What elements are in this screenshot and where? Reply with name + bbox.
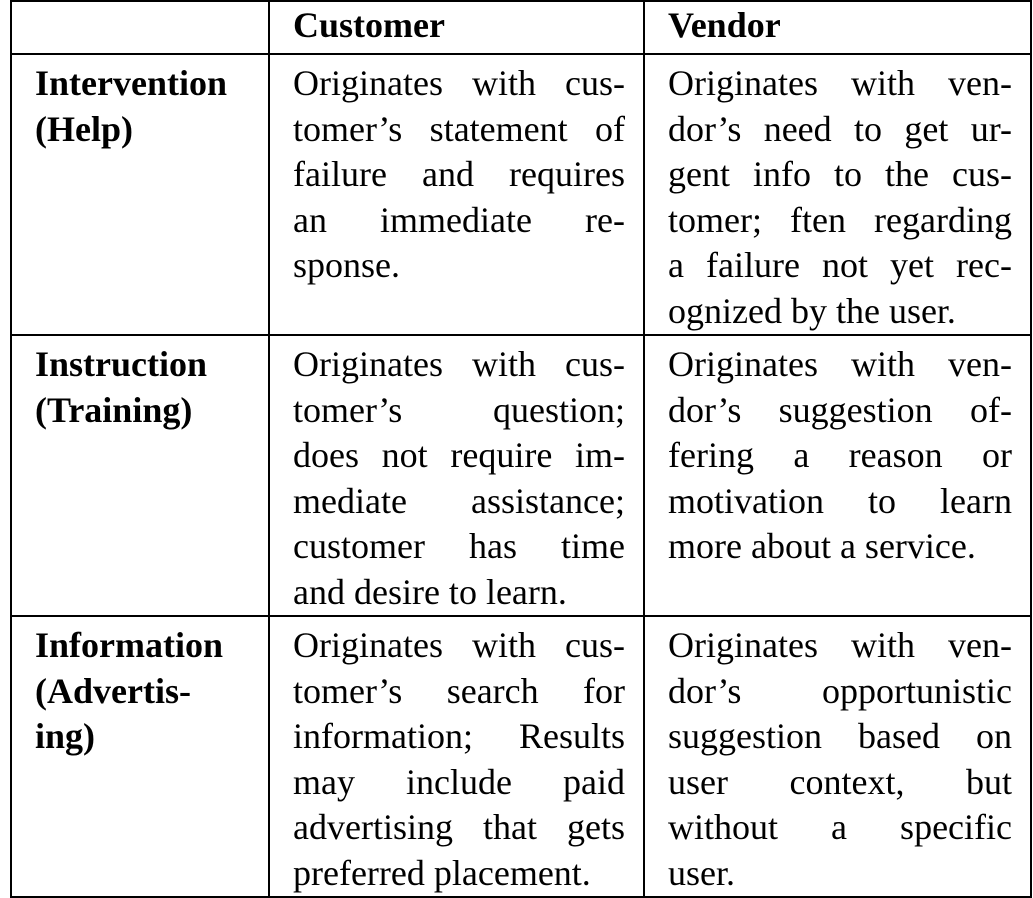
table-row-intervention: [11, 54, 1031, 335]
row-header-line: (Help): [35, 108, 133, 149]
cell-information-customer: [269, 616, 644, 897]
header-cell-customer: Customer: [269, 1, 644, 54]
cell-line: tomer; ften regarding: [668, 199, 1012, 240]
cell-line: Originates with ven-: [668, 625, 1012, 665]
row-header-instruction: [11, 335, 269, 616]
cell-line: dor’s need to get ur-: [668, 108, 1012, 149]
cell-line: user.: [668, 852, 735, 893]
cell-line: motivation to learn: [668, 480, 1012, 521]
cell-line: user context, but: [668, 761, 1012, 802]
table-row-instruction: [11, 335, 1031, 616]
table-header-row: [11, 1, 1031, 54]
cell-line: advertising that gets: [293, 807, 625, 847]
table-row-information: [11, 616, 1031, 897]
cell-line: a failure not yet rec-: [668, 245, 1012, 285]
row-header-line: Instruction: [35, 344, 208, 384]
cell-line: tomer’s statement of: [293, 108, 625, 149]
cell-line: dor’s opportunistic: [668, 670, 1012, 711]
cell-line: fering a reason or: [668, 435, 1012, 475]
cell-line: more about a service.: [668, 526, 976, 566]
cell-line: mediate assistance;: [293, 480, 625, 521]
header-cell-empty: [11, 1, 269, 54]
cell-line: tomer’s question;: [293, 389, 625, 430]
cell-line: and desire to learn.: [293, 571, 567, 612]
cell-line: Originates with ven-: [668, 63, 1012, 103]
cell-intervention-vendor: [644, 54, 1031, 335]
cell-line: does not require im-: [293, 435, 625, 475]
cell-line: Originates with cus-: [293, 625, 625, 665]
cell-line: failure and requires: [293, 154, 625, 194]
cell-line: dor’s suggestion of-: [668, 389, 1012, 430]
cell-line: customer has time: [293, 526, 625, 566]
row-header-information: [11, 616, 269, 897]
cell-instruction-vendor: [644, 335, 1031, 616]
header-cell-vendor: Vendor: [644, 1, 1031, 54]
cell-line: Originates with cus-: [293, 63, 625, 103]
row-header-line: (Advertis-: [35, 670, 191, 711]
cell-line: an immediate re-: [293, 199, 625, 240]
row-header-line: Intervention: [35, 63, 227, 103]
row-header-line: Information: [35, 625, 223, 665]
cell-information-vendor: [644, 616, 1031, 897]
cell-line: ognized by the user.: [668, 290, 956, 331]
cell-line: Originates with ven-: [668, 344, 1012, 384]
row-header-line: ing): [35, 716, 96, 756]
cell-instruction-customer: [269, 335, 644, 616]
row-header-line: (Training): [35, 389, 193, 430]
comparison-table: [10, 0, 1032, 898]
cell-line: Originates with cus-: [293, 344, 625, 384]
cell-intervention-customer: [269, 54, 644, 335]
cell-line: information; Results: [293, 716, 625, 756]
cell-line: may include paid: [293, 761, 625, 802]
cell-line: tomer’s search for: [293, 670, 625, 711]
row-header-intervention: [11, 54, 269, 335]
cell-line: without a specific: [668, 807, 1012, 847]
cell-line: gent info to the cus-: [668, 154, 1012, 194]
cell-line: suggestion based on: [668, 716, 1012, 756]
cell-line: preferred placement.: [293, 852, 591, 893]
cell-line: sponse.: [293, 245, 400, 285]
